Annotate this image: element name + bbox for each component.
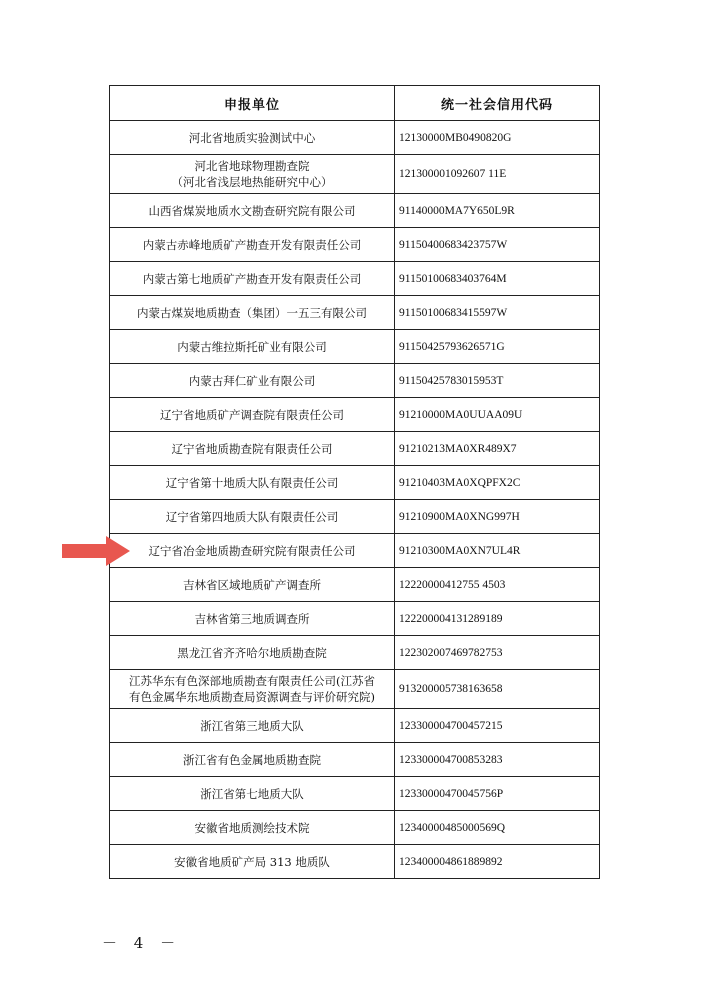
unit-name-cell: 黑龙江省齐齐哈尔地质勘查院 [110,636,395,670]
table-row [110,602,600,636]
table-row [110,296,600,330]
table-row [110,466,600,500]
registry-table [109,85,600,879]
credit-code-cell: 12220000412755 4503 [395,568,600,602]
unit-name-cell: 辽宁省第四地质大队有限责任公司 [110,500,395,534]
credit-code-cell: 91210213MA0XR489X7 [395,432,600,466]
credit-code-cell: 91210403MA0XQPFX2C [395,466,600,500]
unit-name-cell: 吉林省区域地质矿产调查所 [110,568,395,602]
table-row [110,330,600,364]
table-row [110,155,600,194]
unit-name-cell: 安徽省地质矿产局 313 地质队 [110,845,395,879]
unit-name-cell: 吉林省第三地质调查所 [110,602,395,636]
table-row [110,432,600,466]
unit-name-cell: 河北省地质实验测试中心 [110,121,395,155]
credit-code-cell: 91210000MA0UUAA09U [395,398,600,432]
table-row [110,364,600,398]
credit-code-cell: 91210900MA0XNG997H [395,500,600,534]
table-row [110,845,600,879]
unit-name-cell: 辽宁省冶金地质勘查研究院有限责任公司 [110,534,395,568]
table-row [110,568,600,602]
table-row [110,228,600,262]
unit-name-cell: 内蒙古维拉斯托矿业有限公司 [110,330,395,364]
table-row [110,121,600,155]
credit-code-cell: 12330000470045756P [395,777,600,811]
table-row [110,743,600,777]
table-row [110,194,600,228]
credit-code-cell: 91150100683415597W [395,296,600,330]
credit-code-cell: 91150100683403764M [395,262,600,296]
table-row [110,670,600,709]
unit-name-cell: 辽宁省地质勘查院有限责任公司 [110,432,395,466]
highlight-arrow-icon [62,536,130,566]
credit-code-cell: 913200005738163658 [395,670,600,709]
credit-code-cell: 91150425783015953T [395,364,600,398]
table-body [110,121,600,879]
unit-name-cell: 浙江省第七地质大队 [110,777,395,811]
credit-code-cell: 122200004131289189 [395,602,600,636]
unit-name-cell: 浙江省有色金属地质勘查院 [110,743,395,777]
credit-code-cell: 123400004861889892 [395,845,600,879]
credit-code-cell: 12340000485000569Q [395,811,600,845]
unit-name-cell: 河北省地球物理勘查院 （河北省浅层地热能研究中心） [110,155,395,194]
credit-code-cell: 122302007469782753 [395,636,600,670]
credit-code-cell: 12130000MB0490820G [395,121,600,155]
unit-name-cell: 安徽省地质测绘技术院 [110,811,395,845]
table-row [110,636,600,670]
table-row [110,811,600,845]
table-header-row [110,86,600,121]
unit-name-cell: 内蒙古煤炭地质勘查（集团）一五三有限公司 [110,296,395,330]
unit-name-cell: 山西省煤炭地质水文勘查研究院有限公司 [110,194,395,228]
credit-code-cell: 91210300MA0XN7UL4R [395,534,600,568]
header-unit: 申报单位 [110,86,395,121]
credit-code-cell: 91140000MA7Y650L9R [395,194,600,228]
unit-name-cell: 内蒙古第七地质矿产勘查开发有限责任公司 [110,262,395,296]
unit-name-cell: 浙江省第三地质大队 [110,709,395,743]
unit-name-cell: 辽宁省第十地质大队有限责任公司 [110,466,395,500]
credit-code-cell: 123300004700853283 [395,743,600,777]
table-row [110,262,600,296]
header-credit-code: 统一社会信用代码 [395,86,600,121]
table-row [110,398,600,432]
credit-code-cell: 121300001092607 11E [395,155,600,194]
unit-name-cell: 辽宁省地质矿产调查院有限责任公司 [110,398,395,432]
table-row [110,534,600,568]
table-row [110,500,600,534]
unit-name-cell: 内蒙古拜仁矿业有限公司 [110,364,395,398]
page-number: － 4 － [102,934,182,952]
unit-name-cell: 江苏华东有色深部地质勘查有限责任公司(江苏省 有色金属华东地质勘查局资源调查与评价研究院) [110,670,395,709]
credit-code-cell: 91150400683423757W [395,228,600,262]
credit-code-cell: 91150425793626571G [395,330,600,364]
credit-code-cell: 123300004700457215 [395,709,600,743]
table-row [110,709,600,743]
table-row [110,777,600,811]
unit-name-cell: 内蒙古赤峰地质矿产勘查开发有限责任公司 [110,228,395,262]
